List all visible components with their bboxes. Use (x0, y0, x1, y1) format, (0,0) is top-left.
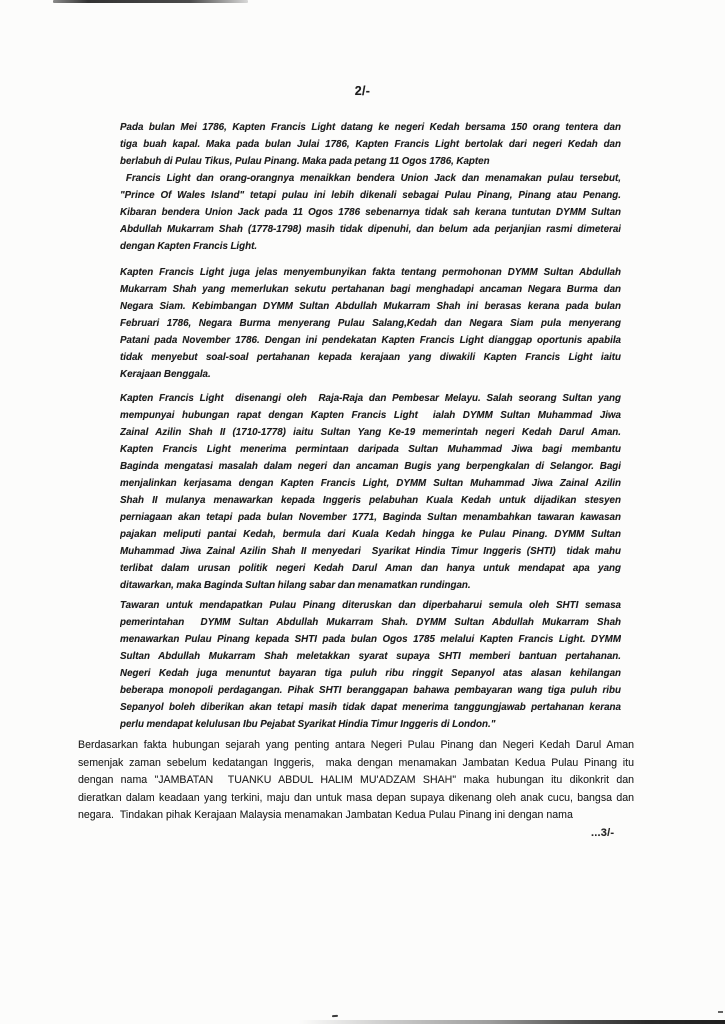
text-line: Sepanyol boleh diberikan akan tetapi masih tidak dapat menerima tanggungjawab pertahanan kerana (120, 702, 621, 713)
text-line: Sultan Abdullah Mukarram Shah meletakkan syarat supaya SHTI memberi bantuan pertahanan. (120, 651, 621, 662)
text-line: menjalinkan kerjasama dengan Kapten Francis Light, DYMM Sultan Muhammad Jiwa Zainal Azilin (120, 478, 621, 489)
text-line: Kapten Francis Light disenangi oleh Raja-Raja dan Pembesar Melayu. Salah seorang Sultan yang (120, 393, 621, 404)
text-line: menawarkan Pulau Pinang kepada SHTI pada bulan Ogos 1785 melalui Kapten Francis Light. DYMM (120, 634, 621, 645)
text-line: Februari 1786, Negara Burma menyerang Pulau Salang,Kedah dan Negara Siam pula menyerang (120, 318, 621, 329)
text-line: Patani pada November 1786. Dengan ini pendekatan Kapten Francis Light dianggap oportunis apabila (120, 335, 621, 346)
text-line: pemerintahan DYMM Sultan Abdullah Mukarram Shah. DYMM Sultan Abdullah Mukarram Shah (120, 617, 621, 628)
text-line: Kerajaan Benggala. (120, 369, 211, 380)
page-number-footer: ...3/- (591, 827, 615, 839)
text-line: Zainal Azilin Shah II (1710-1778) iaitu Sultan Yang Ke-19 memerintah negeri Kedah Darul Aman. (120, 427, 621, 438)
page-number-header: 2/- (354, 84, 371, 98)
text-line: "Prince Of Wales Island" tetapi pulau ini lebih dikenali sebagai Pulau Pinang, Pinang atau Penang. (120, 190, 621, 201)
paragraph-bridge-naming-conclusion (78, 737, 634, 825)
text-line: dengan nama "JAMBATAN TUANKU ABDUL HALIM MU'ADZAM SHAH" maka hubungan itu dikonkrit dan (78, 774, 634, 787)
text-line: Berdasarkan fakta hubungan sejarah yang penting antara Negeri Pulau Pinang dan Negeri Kedah Darul Aman (78, 739, 634, 751)
text-line: Negara Siam. Kebimbangan DYMM Sultan Abdullah Mukarram Shah ini berasas kerana pada bulan (120, 301, 621, 312)
scan-artifact-top-edge (53, 0, 248, 3)
paragraph-sultan-muhammad-jiwa (120, 390, 621, 594)
scan-artifact-speck (332, 1015, 338, 1017)
text-line: semenjak zaman sebelum kedatangan Inggeris, maka dengan menamakan Jambatan Kedua Pulau Pinang itu (78, 756, 634, 769)
text-line: dieratkan dalam keadaan yang terkini, maju dan untuk masa depan supaya dikenang oleh anak cucu, bangsa dan (78, 791, 634, 804)
text-line: Kapten Francis Light menerima permintaan daripada Sultan Muhammad Jiwa bagi membantu (120, 444, 621, 455)
text-line: Tawaran untuk mendapatkan Pulau Pinang diteruskan dan diperbaharui semula oleh SHTI semasa (120, 600, 621, 611)
text-line: dengan Kapten Francis Light. (120, 241, 258, 252)
text-line: perlu mendapat kelulusan Ibu Pejabat Syarikat Hindia Timur Inggeris di London." (120, 719, 496, 730)
text-line: Shah II mulanya menawarkan kepada Inggeris pelabuhan Kuala Kedah untuk dijadikan stesyen (120, 495, 621, 506)
text-line: berlabuh di Pulau Tikus, Pulau Pinang. Maka pada petang 11 Ogos 1786, Kapten (120, 156, 490, 167)
text-line: perniagaan akan tetapi pada bulan November 1771, Baginda Sultan menambahkan tawaran kawasan (120, 512, 621, 523)
text-line: Negeri Kedah juga menuntut bayaran tiga puluh ribu ringgit Sepanyol atas alasan kehilangan (120, 668, 621, 679)
text-line: Kibaran bendera Union Jack pada 11 Ogos 1786 sebenarnya tidak sah kerana tuntutan DYMM Sultan (120, 207, 621, 218)
text-line: pajakan meliputi pantai Kedah, bermula dari Kuala Kedah hingga ke Pulau Pinang. DYMM Sultan (120, 529, 621, 540)
text-line: negara. Tindakan pihak Kerajaan Malaysia menamakan Jambatan Kedua Pulau Pinang ini dengan nama (78, 809, 573, 822)
text-line: tidak menyebut soal-soal pertahanan kepada kerajaan yang diwakili Kapten Francis Light iaitu (120, 352, 621, 363)
text-line: beberapa monopoli perdagangan. Pihak SHTI beranggapan bahawa pembayaran wang tiga puluh ribu (120, 685, 621, 696)
text-line: Kapten Francis Light juga jelas menyembunyikan fakta tentang permohonan DYMM Sultan Abdullah (120, 267, 621, 278)
paragraph-francis-light-arrival (120, 119, 621, 170)
paragraph-defence-request-hidden (120, 264, 621, 383)
text-line: tiga buah kapal. Maka pada bulan Julai 1786, Kapten Francis Light bertolak dari negeri Kedah dan (120, 139, 621, 150)
text-line: Francis Light dan orang-orangnya menaikkan bendera Union Jack dan menamakan pulau tersebut, (120, 173, 621, 184)
text-line: mempunyai hubungan rapat dengan Kapten Francis Light ialah DYMM Sultan Muhammad Jiwa (120, 410, 621, 421)
text-line: Baginda mengatasi masalah dalam negeri dan ancaman Bugis yang berpengkalan di Selangor. Bagi (120, 461, 621, 472)
text-line: Pada bulan Mei 1786, Kapten Francis Light datang ke negeri Kedah bersama 150 orang tentera dan (120, 122, 621, 133)
scan-artifact-speck (718, 1011, 723, 1013)
scan-artifact-bottom-bar (298, 1020, 725, 1024)
text-line: Mukarram Shah yang memerlukan sekutu pertahanan bagi menghadapi ancaman Negara Burma dan (120, 284, 621, 295)
text-line: Abdullah Mukarram Shah (1778-1798) masih tidak dipenuhi, dan belum ada perjanjian rasmi dimeterai (120, 224, 621, 235)
text-line: ditawarkan, maka Baginda Sultan hilang sabar dan menamatkan rundingan. (120, 580, 471, 591)
paragraph-union-jack-flag (120, 170, 621, 255)
paragraph-shti-offer-renewed (120, 597, 621, 733)
text-line: Muhammad Jiwa Zainal Azilin Shah II menyedari Syarikat Hindia Timur Inggeris (SHTI) tidak mahu (120, 546, 621, 557)
text-line: terlibat dalam urusan politik negeri Kedah Darul Aman dan hanya untuk mendapat apa yang (120, 563, 621, 574)
